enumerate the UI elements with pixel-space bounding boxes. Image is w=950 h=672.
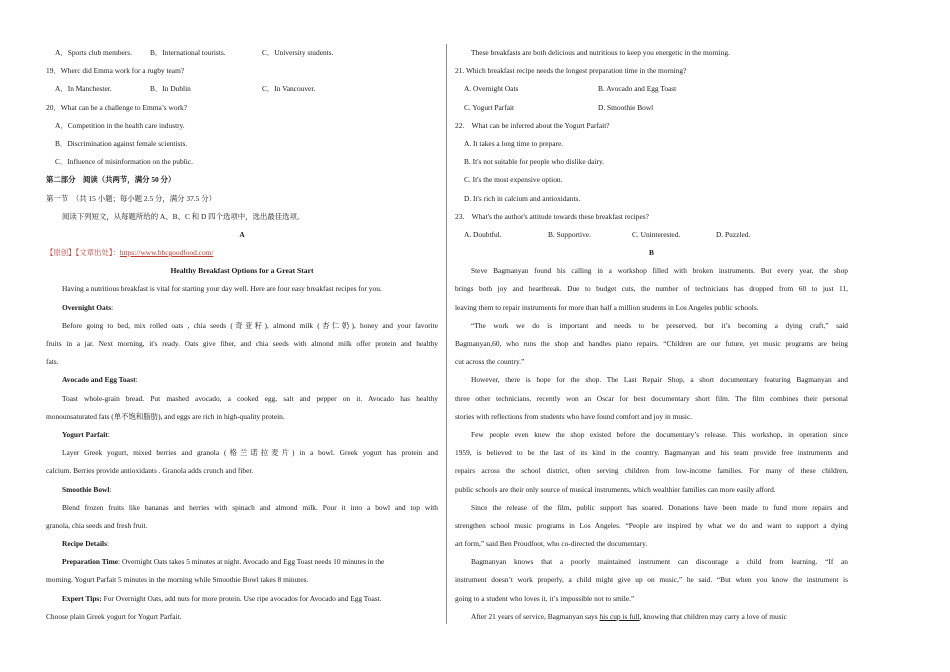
q21-options-row-2: [455, 99, 848, 117]
q21-option-a: A. Overnight Oats: [464, 84, 519, 94]
instruction: 阅读下列短文，从每题所给的 A、B、C 和 D 四个选项中，选出最佳选项。: [62, 211, 305, 221]
avocado-line-2: monounsaturated fats (单不饱和脂肪), and eggs are rich in high-quality protein.: [46, 411, 285, 421]
p4-line-4: public schools are their only source of musical instruments, which wealthier families can more easily afford.: [455, 484, 776, 494]
p3-line-3: stories with reflections from students who have found comfort and joy in music.: [455, 411, 693, 421]
oats-line-2: fruits in a jar. Next morning, it's ready. Oats give fiber, and chia seeds with almond milk offer protein and healthy: [46, 339, 438, 348]
q18-options: [46, 44, 438, 62]
prep-line-1: [46, 553, 438, 571]
p1-line-2: brings both joy and heartbreak. Due to budget cuts, the number of technicians has dropped from 60 to just 11,: [455, 284, 848, 294]
q20-option-c: C．Influence of misinformation on the public.: [55, 157, 193, 167]
q21-options-row-1: [455, 80, 848, 98]
p3-line-1: However, there is hope for the shop. The Last Repair Shop, a short documentary featuring Bagmanyan and: [471, 375, 848, 385]
tips-text-1: For Overnight Oats, add nuts for more protein. Use ripe avocados for Avocado and Egg Toast.: [101, 593, 382, 603]
smoothie-line-1: Blend frozen fruits like bananas and herries with spinach and almond milk. Pour it into a bowl and top with: [62, 502, 438, 512]
p7-pre: After 21 years of service, Bagmanyan says: [471, 611, 600, 621]
tips-line-2: Choose plain Greek yogurt for Yogurt Parfait.: [46, 611, 182, 621]
source-link[interactable]: https://www.bbcgoodfood.com/: [119, 248, 214, 258]
prep-label: Preparation Time: [62, 557, 119, 567]
p7-line-1: [455, 608, 848, 626]
q23-option-c: C. Uninterested.: [632, 229, 681, 239]
prep-text-1: : Overnight Oats takes 5 minutes at night. Avocado and Egg Toast needs 10 minutes in the: [118, 557, 385, 567]
q19-options: [46, 80, 438, 98]
yogurt-heading: Yogurt Parfait: [62, 429, 108, 439]
p6-line-2: instrument doesn’t work properly, a child might give up on music,” he said. “But when you know the instrument is: [455, 575, 848, 585]
oats-heading: Overnight Oats: [62, 302, 112, 312]
p2-line-1: “The work we do is important and needs to be preserved, but it’s becoming a dying craft,” said: [471, 320, 848, 330]
q22-option-c: C. It's the most expensive option.: [464, 175, 563, 185]
passage-a-label: A: [239, 229, 245, 239]
p3-line-2: three other technicians, recently won an Oscar for best documentary short film. The film combines their personal: [455, 393, 848, 403]
avocado-heading: Avocado and Egg Toast: [62, 375, 136, 385]
right-column: [455, 44, 848, 626]
q19-option-b: B．In Dublin: [150, 84, 191, 94]
yogurt-line-1: Layer Greek yogurt, mixed berries and granola (格兰诺拉麦片) in a bowl. Greek yogurt has protein and: [62, 448, 438, 458]
p6-line-3: going to a student who loves it, it’s impossible not to smile.”: [455, 593, 635, 603]
part2-heading: 第二部分 阅读（共两节，满分 50 分）: [46, 175, 176, 185]
p7-underlined-phrase: his cup is full: [599, 611, 640, 621]
details-heading-line: Recipe Details:: [62, 539, 110, 549]
p2-line-3: cut across the country.”: [455, 357, 525, 367]
q23-options: [455, 226, 848, 244]
q18-option-a: A．Sports club members.: [55, 48, 132, 57]
q20-option-b: B．Discrimination against female scientists.: [55, 138, 188, 148]
q20-question: 20．What can be a challenge to Emma’s work?: [46, 102, 187, 112]
left-column: [46, 44, 438, 626]
oats-line-3: fats.: [46, 357, 59, 367]
q18-option-c: C．University students.: [262, 48, 334, 57]
q20-option-a: A．Competition in the health care industry.: [55, 120, 185, 130]
avocado-line-1: Toast whole-grain bread. Put mashed avocado, a cooked egg, salt and pepper on it. Avocado has healthy: [62, 393, 438, 403]
q23-option-a: A. Doubtful.: [464, 229, 502, 239]
q22-question: 22. What can be inferred about the Yogurt Parfait?: [455, 120, 610, 130]
p7-post: , knowing that children may carry a love of music: [639, 611, 787, 621]
q21-option-c: C. Yogurt Parfait: [464, 102, 515, 112]
q23-question: 23. What's the author's attitude towards these breakfast recipes?: [455, 211, 649, 221]
p4-line-2: 1959, is believed to be the last of its kind in the country. Bagmanyan and his team provide free instruments and: [455, 448, 848, 458]
p5-line-2: strengthen school music programs in Los Angeles. “People are inspired by what we do and want to support a dying: [455, 520, 848, 530]
q21-question: 21. Which breakfast recipe needs the longest preparation time in the morning?: [455, 66, 687, 76]
avocado-heading-line: Avocado and Egg Toast:: [62, 375, 138, 385]
q23-option-d: D. Puzzled.: [716, 229, 751, 239]
q21-option-d: D. Smoothie Bowl: [598, 102, 654, 112]
p1-line-3: leaving them to repair instruments for more than half a million students in Los Angeles public schools.: [455, 302, 759, 312]
yogurt-heading-line: Yogurt Parfait:: [62, 429, 110, 439]
tips-line-1: [46, 590, 438, 608]
smoothie-heading-line: Smoothie Bowl:: [62, 484, 112, 494]
article-title: Healthy Breakfast Options for a Great Start: [170, 266, 314, 276]
yogurt-line-2: calcium. Berries provide antioxidants . Granola adds crunch and fiber.: [46, 466, 254, 476]
q19-option-c: C．In Vancouver.: [262, 84, 316, 94]
p4-line-3: repairs across the school district, often serving children from low-income families. For many of these children,: [455, 466, 848, 476]
column-divider: [446, 44, 447, 624]
p4-line-1: Few people even knew the shop existed before the documentary’s release. This workshop, in operation since: [471, 429, 848, 439]
q21-option-b: B. Avocado and Egg Toast: [598, 84, 677, 94]
q18-option-b: B．International tourists.: [150, 48, 226, 57]
section1-heading: 第一节 （共 15 小题；每小题 2.5 分，满分 37.5 分）: [46, 193, 216, 203]
p5-line-1: Since the release of the film, public support has soared. Donations have been made to fund more repairs and: [471, 502, 848, 512]
source-prefix: 【原创】【文章出处】：: [46, 248, 120, 258]
oats-line-1: Before going to bed, mix rolled oats , chia seeds (奇亚籽), almond milk (杏仁奶), honey and your favorite: [62, 320, 438, 330]
smoothie-heading: Smoothie Bowl: [62, 484, 110, 494]
q22-option-d: D. It's rich in calcium and antioxidants.: [464, 193, 581, 203]
q22-option-b: B. It's not suitable for people who dislike dairy.: [464, 157, 605, 167]
intro-paragraph: Having a nutritious breakfast is vital for starting your day well. Here are four easy breakfast recipes for you.: [62, 284, 382, 294]
oats-heading-line: Overnight Oats:: [62, 302, 114, 312]
details-heading: Recipe Details: [62, 539, 107, 549]
p2-line-2: Bagmanyan,60, who runs the shop and handles piano repairs. “Children are our future, yet music programs are being: [455, 339, 848, 348]
q19-question: 19．Wherc did Emma work for a rugby team?: [46, 66, 185, 76]
p6-line-1: Bagmanyan knows that a poorly maintained instrument can discourage a child from learning. “If an: [471, 557, 848, 567]
q22-option-a: A. It takes a long time to prepare.: [464, 138, 564, 148]
passage-b-label: B: [649, 248, 654, 258]
prep-line-2: morning. Yogurt Parfait 5 minutes in the morning while Smoothie Bowl takes 8 minutes.: [46, 575, 309, 585]
q23-option-b: B. Supportive.: [548, 229, 591, 239]
p1-line-1: Steve Bagmanyan found his calling in a workshop filled with broken instruments. But every year, the shop: [471, 266, 848, 276]
q19-option-a: A．In Manchester.: [55, 84, 112, 94]
closing-sentence: These breakfasts are both delicious and nutritious to keep you energetic in the morning.: [471, 48, 730, 57]
tips-label: Expert Tips:: [62, 593, 102, 603]
p5-line-3: art form,” said Ben Proudfoot, who co-directed the documentary.: [455, 539, 648, 549]
smoothie-line-2: granola, chia seeds and fresh fruit.: [46, 520, 148, 530]
source-line: [46, 244, 438, 262]
